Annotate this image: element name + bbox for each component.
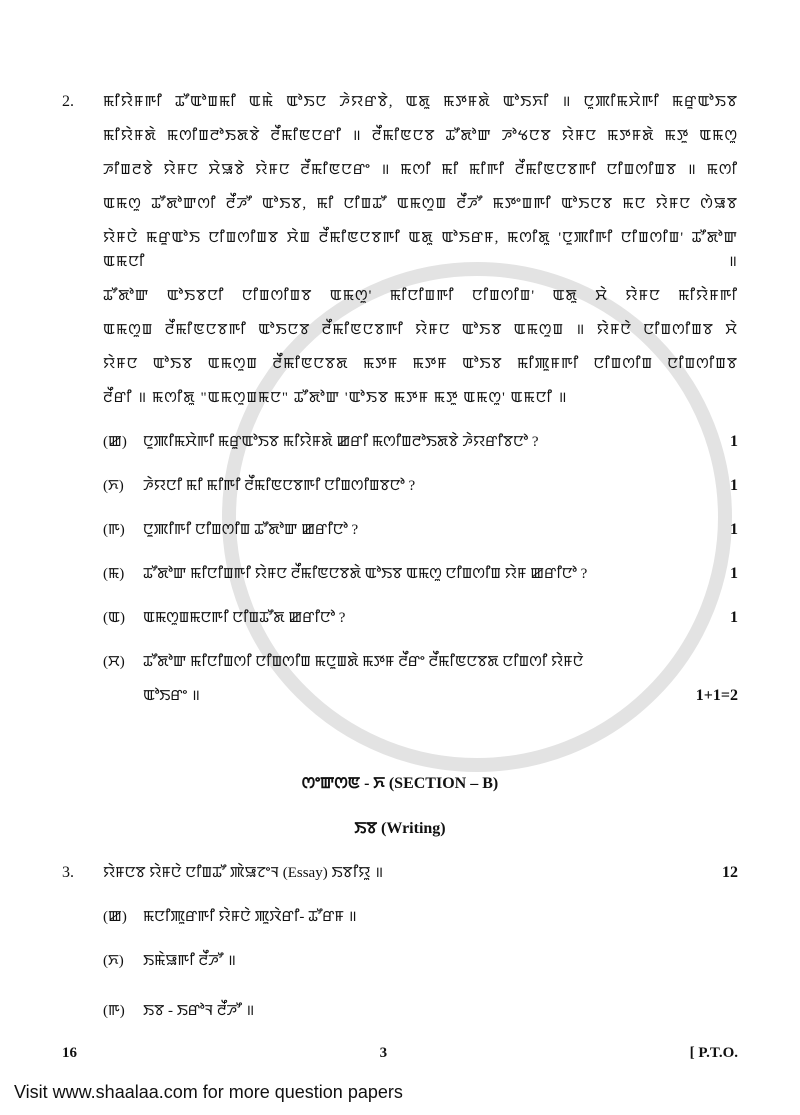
option-label: (ꯒ) [103,1003,125,1019]
question-3-text: ꯌꯥꯝꯅꯕ ꯌꯥꯝꯅꯥ ꯅꯤꯡꯊꯧ ꯄꯥꯎꯖꯦꯜ (Essay) ꯏꯕꯤꯌꯨ ॥ [103,865,384,881]
option-label: (ꯀ) [103,909,127,925]
subquestion-label: (ꯆ) [103,654,125,670]
subquestion [103,606,738,630]
subquestion-marks: 1 [730,521,738,538]
subquestion-label: (ꯑ) [103,610,125,626]
subquestion-text: ꯅꯨꯄꯤꯒꯤ ꯅꯤꯡꯁꯤꯡ ꯊꯧꯗꯣꯛ ꯀꯔꯤꯅꯣ ? [143,522,359,538]
option-text: ꯏꯃꯥꯎꯒꯤ ꯂꯩꯍꯧ ॥ [143,953,237,969]
subquestion-label: (ꯃ) [103,566,125,582]
essay-option [62,949,738,973]
subquestion-text: ꯑꯃꯁꯨꯡꯃꯅꯒꯤ ꯅꯤꯡꯊꯧꯗ ꯀꯔꯤꯅꯣ ? [143,610,346,626]
question-3-marks: 12 [722,864,738,881]
footer-code: 16 [62,1045,77,1061]
passage-line: ꯃꯤꯌꯥꯝꯒꯤ ꯊꯧꯑꯣꯡꯃꯤ ꯑꯃꯥ ꯑꯣꯏꯅ ꯍꯥꯌꯔꯕꯥ, ꯑꯗꯨ ꯃꯇꯝꯗꯥ ꯑꯣꯏꯈꯤ ॥ ꯅꯨꯄꯤꯃꯆꯥꯒꯤ ꯃꯔꯨꯑꯣꯏꯕ [103,94,738,110]
subquestion [103,430,738,454]
passage-line: ꯑꯃꯁꯨꯡ ꯂꯩꯃꯤꯟꯅꯕꯒꯤ ꯑꯣꯏꯅꯕ ꯂꯩꯃꯤꯟꯅꯕꯒꯤ ꯌꯥꯝꯅ ꯑꯣꯏꯕ ꯑꯃꯁꯨꯡ ॥ ꯌꯥꯝꯅꯥ ꯅꯤꯡꯁꯤꯡꯕ ꯆꯥ [103,322,738,338]
subquestion [103,650,738,708]
passage-line: ꯊꯧꯗꯣꯛ ꯑꯣꯏꯕꯅꯤ ꯅꯤꯡꯁꯤꯡꯕ ꯑꯃꯁꯨ' ꯃꯤꯅꯤꯡꯒꯤ ꯅꯤꯡꯁꯤꯡ' ꯑꯗꯨ ꯆꯥ ꯌꯥꯝꯅ ꯃꯤꯌꯥꯝꯒꯤ [103,288,738,304]
passage-line: ꯑꯃꯁꯨ ꯊꯧꯗꯣꯛꯁꯤ ꯂꯩꯍꯧ ꯑꯣꯏꯕ, ꯃꯤ ꯅꯤꯡꯊꯧ ꯑꯃꯁꯨꯡ ꯂꯩꯍꯧ ꯃꯇꯦꯡꯒꯤ ꯑꯣꯏꯅꯕ ꯃꯅ ꯌꯥꯝꯅ ꯁꯥꯎꯕ [103,196,738,212]
essay-option [62,999,738,1023]
question-3-number: 3. [62,864,74,881]
option-text: ꯃꯅꯤꯄꯨꯔꯒꯤ ꯌꯥꯝꯅꯥ ꯄꯨꯋꯥꯔꯤ- ꯊꯧꯔꯝ ॥ [143,909,357,925]
question-2-passage [103,90,738,410]
subquestion [103,562,738,586]
subquestion [103,474,738,498]
passage-line: ꯌꯥꯝꯅꯥ ꯃꯔꯨꯑꯣꯏ ꯅꯤꯡꯁꯤꯡꯕ ꯆꯥꯡ ꯂꯩꯃꯤꯟꯅꯕꯒꯤ ꯑꯗꯨ ꯑꯣꯏꯔꯝ, ꯃꯁꯤꯗꯨ 'ꯅꯨꯄꯤꯒꯤ ꯅꯤꯡꯁꯤꯡ' ꯊꯧꯗꯣꯛ ꯑꯃꯅꯤ ॥ [103,230,738,270]
section-heading: ꯁꯦꯛꯁꯟ - ꯈ (SECTION – B) [301,775,499,792]
subquestion-label: (ꯒ) [103,522,125,538]
subquestion-label: (ꯀ) [103,434,127,450]
subquestion-text: ꯊꯧꯗꯣꯛ ꯃꯤꯅꯤꯡꯁꯤ ꯅꯤꯡꯁꯤꯡ ꯃꯅꯨꯡꯗꯥ ꯃꯇꯝ ꯂꯩꯔꯦ ꯂꯩꯃꯤꯟꯅꯕꯗ ꯅꯤꯡꯁꯤ ꯌꯥꯝꯅꯥ [143,654,584,670]
passage-line: ꯂꯩꯔꯤ ॥ ꯃꯁꯤꯗꯨ "ꯑꯃꯁꯨꯡꯃꯅ" ꯊꯧꯗꯣꯛ 'ꯑꯣꯏꯕ ꯃꯇꯝ ꯃꯇꯨ ꯑꯃꯁꯨ' ꯑꯃꯅꯤ ॥ [103,390,568,406]
subquestion-marks: 1 [730,477,738,494]
footer-page-number: 3 [379,1045,388,1061]
passage-line: ꯃꯤꯌꯥꯝꯗꯥ ꯃꯁꯤꯡꯂꯣꯏꯗꯕꯥ ꯂꯩꯃꯤꯟꯅꯔꯤ ॥ ꯂꯩꯃꯤꯟꯅꯕ ꯊꯧꯗꯣꯛ ꯍꯣꯠꯅꯕ ꯌꯥꯝꯅ ꯃꯇꯝꯗꯥ ꯃꯇꯨ ꯑꯃꯁꯨ [103,128,738,144]
subquestion-text: ꯅꯨꯄꯤꯃꯆꯥꯒꯤ ꯃꯔꯨꯑꯣꯏꯕ ꯃꯤꯌꯥꯝꯗꯥ ꯀꯔꯤ ꯃꯁꯤꯡꯂꯣꯏꯗꯕꯥ ꯍꯥꯌꯔꯤꯕꯅꯣ ? [143,434,539,450]
option-text: ꯏꯕ - ꯏꯔꯣꯜ ꯂꯩꯍꯧ ॥ [143,1003,255,1019]
subquestion-marks: 1 [730,565,738,582]
option-label: (ꯈ) [103,953,124,969]
subquestion-label: (ꯈ) [103,478,124,494]
question-2-body [103,90,738,708]
section-subheading: ꯏꯕ (Writing) [354,820,446,837]
essay-option [62,905,738,929]
footer-pto: [ P.T.O. [689,1045,738,1061]
shaalaa-banner-link[interactable]: Visit www.shaalaa.com for more question papers [14,1082,403,1102]
subquestion-marks: 1 [730,609,738,626]
subquestion-marks: 1+1=2 [695,687,738,704]
page-footer [62,1023,738,1063]
question-2-number: 2. [62,93,74,110]
subquestion [103,518,738,542]
passage-line: ꯌꯥꯝꯅ ꯑꯣꯏꯕ ꯑꯃꯁꯨꯡ ꯂꯩꯃꯤꯟꯅꯕꯗ ꯃꯇꯝ ꯃꯇꯝ ꯑꯣꯏꯕ ꯃꯤꯄꯨꯝꯒꯤ ꯅꯤꯡꯁꯤꯡ ꯅꯤꯡꯁꯤꯡꯕ [103,356,738,372]
passage-line: ꯍꯤꯡꯂꯕꯥ ꯌꯥꯝꯅ ꯆꯥꯎꯕꯥ ꯌꯥꯝꯅ ꯂꯩꯃꯤꯟꯅꯔꯦ ॥ ꯃꯁꯤ ꯃꯤ ꯃꯤꯒꯤ ꯂꯩꯃꯤꯟꯅꯕꯒꯤ ꯅꯤꯡꯁꯤꯡꯕ ॥ ꯃꯁꯤ [103,162,738,178]
subquestion-text: ꯍꯥꯌꯅꯤ ꯃꯤ ꯃꯤꯒꯤ ꯂꯩꯃꯤꯟꯅꯕꯒꯤ ꯅꯤꯡꯁꯤꯡꯕꯅꯣ ? [143,478,416,494]
question-2 [62,90,738,708]
subquestion-marks: 1 [730,433,738,450]
subquestion-text-continued: ꯑꯣꯏꯔꯦ ॥ [143,688,200,704]
question-3 [62,861,738,885]
subquestion-text: ꯊꯧꯗꯣꯛ ꯃꯤꯅꯤꯡꯒꯤ ꯌꯥꯝꯅ ꯂꯩꯃꯤꯟꯅꯕꯗꯥ ꯑꯣꯏꯕ ꯑꯃꯁꯨ ꯅꯤꯡꯁꯤꯡ ꯌꯥꯝ ꯀꯔꯤꯅꯣ ? [143,566,588,582]
